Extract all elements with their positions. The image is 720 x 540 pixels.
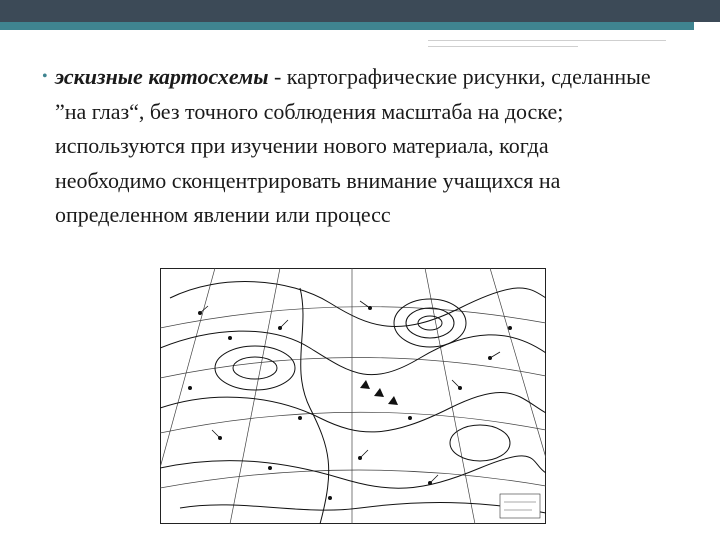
bullet-marker: • bbox=[42, 68, 48, 85]
weather-map-drawing bbox=[160, 268, 546, 524]
weather-map-image bbox=[160, 268, 546, 524]
term-heading: эскизные картосхемы bbox=[55, 64, 269, 89]
header-dark-bar bbox=[0, 0, 720, 22]
header-accent-bar bbox=[0, 22, 694, 30]
definition-text: - картографические рисунки, сделанные ”на глаз“, без точного соблюдения масштаба на доске; используются при изучении нового материала, когда необходимо сконцентрировать внимание учащихся на определенном явлении или процесс bbox=[55, 64, 651, 227]
header-rule-long bbox=[428, 40, 666, 41]
header-rule-short bbox=[428, 46, 578, 47]
bullet-paragraph bbox=[42, 60, 655, 233]
